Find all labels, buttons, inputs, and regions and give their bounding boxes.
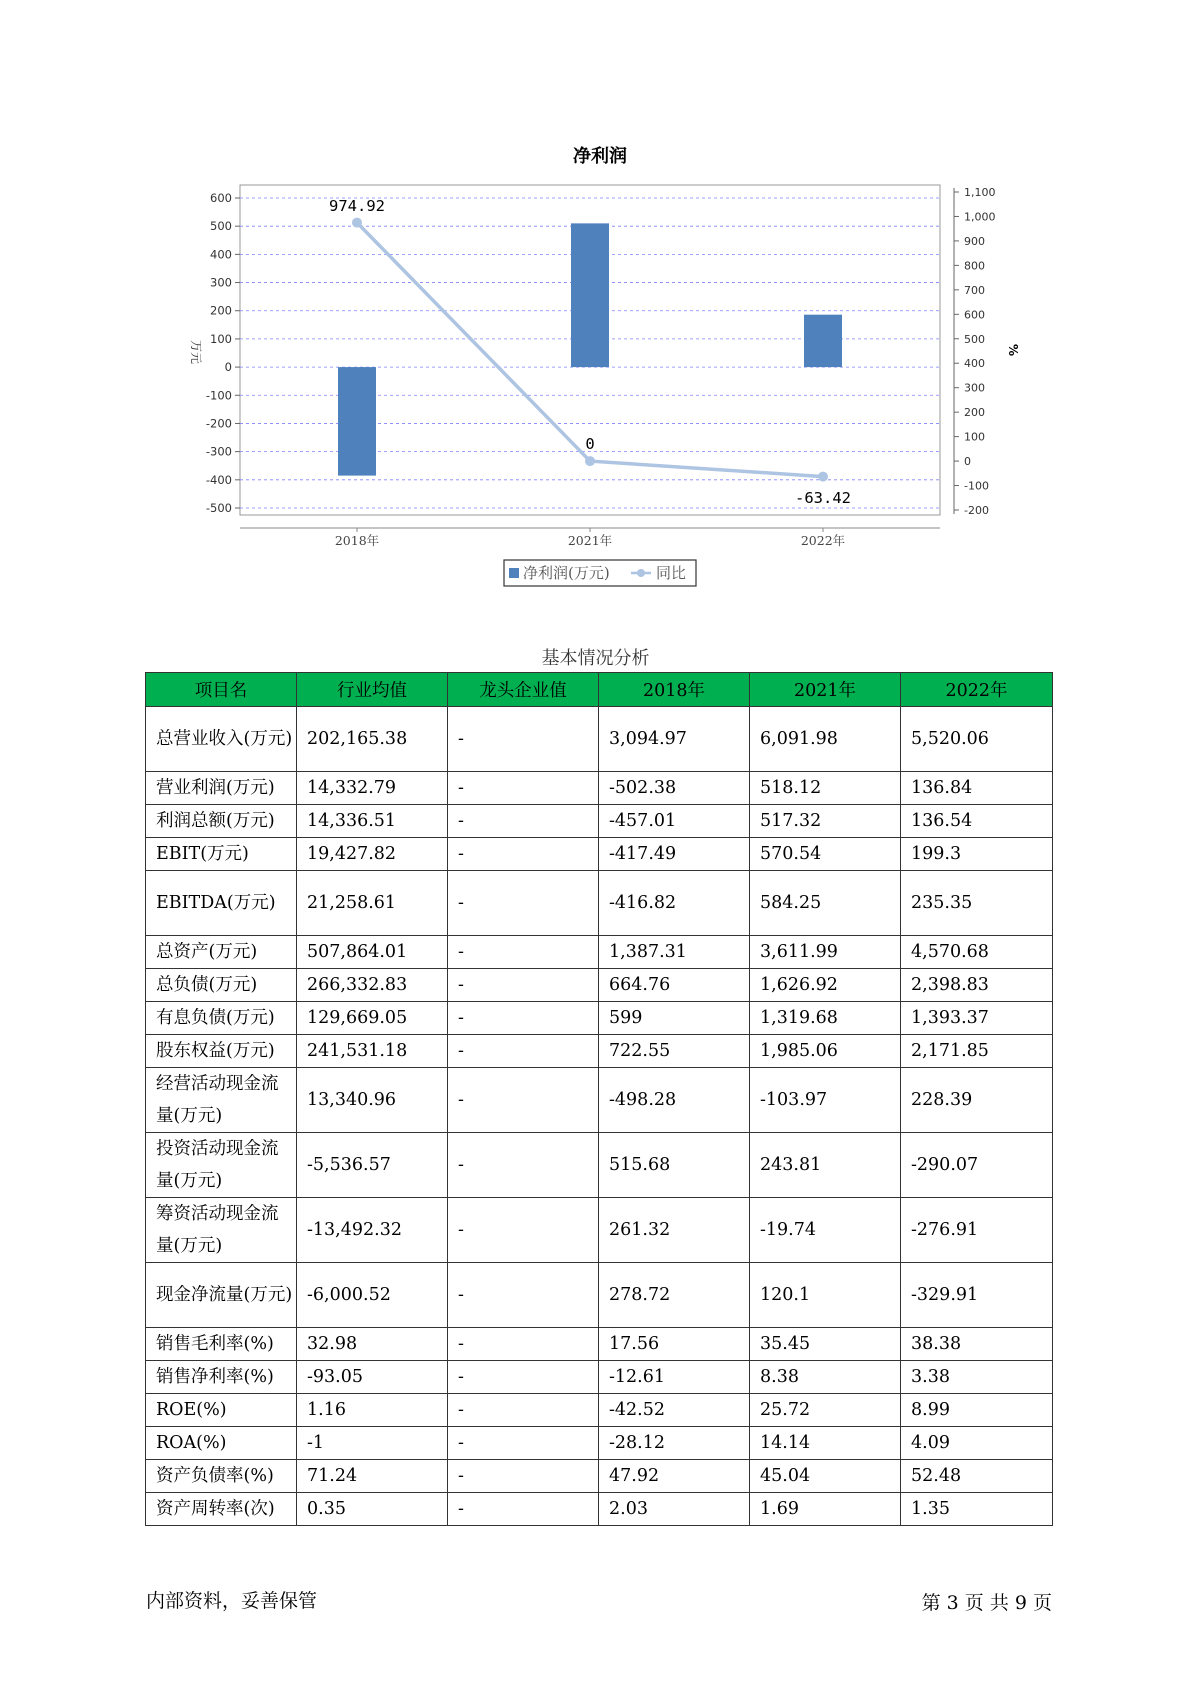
yoy-point (585, 456, 595, 466)
table-cell: -329.91 (901, 1263, 1053, 1328)
table-cell: - (448, 871, 599, 936)
table-cell: - (448, 1133, 599, 1198)
yoy-point (352, 218, 362, 228)
table-row (146, 1361, 1053, 1394)
row-label: EBIT(万元) (146, 838, 297, 871)
table-cell: 228.39 (901, 1068, 1053, 1133)
table-cell: 2.03 (599, 1493, 750, 1526)
left-tick-label: 300 (210, 275, 232, 290)
table-cell: 14,336.51 (297, 805, 448, 838)
legend-bar-label: 净利润(万元) (523, 564, 610, 582)
row-label: 股东权益(万元) (146, 1035, 297, 1068)
table-row (146, 1068, 1053, 1133)
table-row (146, 1493, 1053, 1526)
right-tick-label: -200 (964, 504, 989, 517)
table-cell: 136.54 (901, 805, 1053, 838)
table-cell: 47.92 (599, 1460, 750, 1493)
table-cell: 515.68 (599, 1133, 750, 1198)
table-cell: 235.35 (901, 871, 1053, 936)
table-cell: 266,332.83 (297, 969, 448, 1002)
row-label: 筹资活动现金流量(万元) (146, 1198, 297, 1263)
header-2022: 2022年 (901, 673, 1053, 707)
row-label: 资产周转率(次) (146, 1493, 297, 1526)
row-label: 销售净利率(%) (146, 1361, 297, 1394)
table-row (146, 1002, 1053, 1035)
table-row (146, 1035, 1053, 1068)
table-cell: 25.72 (750, 1394, 901, 1427)
table-cell: 1.35 (901, 1493, 1053, 1526)
table-row (146, 707, 1053, 772)
table-row (146, 805, 1053, 838)
table-cell: - (448, 1427, 599, 1460)
table-cell: -42.52 (599, 1394, 750, 1427)
table-row (146, 969, 1053, 1002)
row-label: 营业利润(万元) (146, 772, 297, 805)
table-cell: 21,258.61 (297, 871, 448, 936)
table-cell: 241,531.18 (297, 1035, 448, 1068)
net-profit-bar (804, 315, 842, 367)
table-cell: -290.07 (901, 1133, 1053, 1198)
x-tick-label: 2022年 (800, 533, 846, 548)
right-tick-label: 1,100 (964, 186, 996, 199)
table-cell: 52.48 (901, 1460, 1053, 1493)
table-cell: 1,393.37 (901, 1002, 1053, 1035)
table-cell: - (448, 969, 599, 1002)
row-label: 总营业收入(万元) (146, 707, 297, 772)
right-tick-label: 1,000 (964, 210, 996, 224)
legend-line-marker (637, 569, 645, 577)
table-cell: 14.14 (750, 1427, 901, 1460)
left-tick-label: 0 (224, 360, 232, 375)
net-profit-bar (338, 367, 376, 476)
right-tick-label: 0 (964, 455, 971, 469)
chart-title: 净利润 (573, 146, 627, 167)
table-cell: - (448, 772, 599, 805)
header-item-name: 项目名 (146, 673, 297, 707)
table-cell: 199.3 (901, 838, 1053, 871)
table-cell: 570.54 (750, 838, 901, 871)
table-cell: 664.76 (599, 969, 750, 1002)
table-cell: 8.99 (901, 1394, 1053, 1427)
yoy-data-label: 974.92 (329, 197, 385, 215)
table-cell: 1,319.68 (750, 1002, 901, 1035)
header-2021: 2021年 (750, 673, 901, 707)
table-cell: 5,520.06 (901, 707, 1053, 772)
row-label: EBITDA(万元) (146, 871, 297, 936)
table-cell: 14,332.79 (297, 772, 448, 805)
table-cell: - (448, 1035, 599, 1068)
row-label: 总资产(万元) (146, 936, 297, 969)
row-label: 有息负债(万元) (146, 1002, 297, 1035)
x-tick-label: 2021年 (567, 533, 613, 548)
table-cell: 2,171.85 (901, 1035, 1053, 1068)
table-row (146, 871, 1053, 936)
table-cell: -498.28 (599, 1068, 750, 1133)
table-cell: 599 (599, 1002, 750, 1035)
table-cell: - (448, 1002, 599, 1035)
left-tick-label: -200 (205, 416, 232, 431)
table-cell: 8.38 (750, 1361, 901, 1394)
table-cell: 45.04 (750, 1460, 901, 1493)
table-row (146, 1394, 1053, 1427)
table-cell: 120.1 (750, 1263, 901, 1328)
table-cell: -103.97 (750, 1068, 901, 1133)
left-tick-label: -500 (205, 501, 232, 515)
row-label: 投资活动现金流量(万元) (146, 1133, 297, 1198)
left-tick-label: 200 (210, 303, 232, 318)
table-cell: 3,094.97 (599, 707, 750, 772)
right-tick-label: 100 (964, 430, 985, 444)
right-tick-label: 500 (964, 332, 985, 346)
header-leader-value: 龙头企业值 (448, 673, 599, 707)
table-cell: - (448, 1263, 599, 1328)
net-profit-bar (571, 223, 609, 367)
table-cell: -93.05 (297, 1361, 448, 1394)
row-label: ROA(%) (146, 1427, 297, 1460)
table-cell: - (448, 1460, 599, 1493)
table-cell: -12.61 (599, 1361, 750, 1394)
basic-analysis-table (145, 672, 1053, 1526)
left-tick-label: -400 (205, 472, 232, 487)
right-tick-label: 600 (964, 308, 985, 322)
table-row (146, 936, 1053, 969)
right-tick-label: 800 (964, 259, 985, 273)
table-cell: 518.12 (750, 772, 901, 805)
table-row (146, 772, 1053, 805)
legend-bar-swatch (509, 568, 519, 578)
row-label: 利润总额(万元) (146, 805, 297, 838)
table-cell: -417.49 (599, 838, 750, 871)
table-cell: - (448, 1198, 599, 1263)
table-cell: - (448, 1394, 599, 1427)
table-cell: 1.16 (297, 1394, 448, 1427)
x-tick-label: 2018年 (334, 533, 380, 548)
table-row (146, 838, 1053, 871)
table-cell: -502.38 (599, 772, 750, 805)
table-cell: - (448, 1493, 599, 1526)
table-cell: 3,611.99 (750, 936, 901, 969)
table-cell: 1.69 (750, 1493, 901, 1526)
y-axis-left-label: 万元 (189, 339, 203, 365)
left-tick-label: 500 (210, 219, 232, 234)
table-cell: -19.74 (750, 1198, 901, 1263)
table-cell: -28.12 (599, 1427, 750, 1460)
left-tick-label: 600 (210, 191, 232, 205)
row-label: 总负债(万元) (146, 969, 297, 1002)
yoy-data-label: -63.42 (795, 489, 851, 507)
table-row (146, 1263, 1053, 1328)
table-cell: - (448, 1361, 599, 1394)
table-row (146, 1427, 1053, 1460)
table-cell: 4,570.68 (901, 936, 1053, 969)
table-cell: 129,669.05 (297, 1002, 448, 1035)
table-cell: 722.55 (599, 1035, 750, 1068)
table-cell: 507,864.01 (297, 936, 448, 969)
table-cell: - (448, 707, 599, 772)
table-cell: -13,492.32 (297, 1198, 448, 1263)
right-tick-label: 700 (964, 283, 985, 297)
row-label: 销售毛利率(%) (146, 1328, 297, 1361)
table-cell: - (448, 936, 599, 969)
header-2018: 2018年 (599, 673, 750, 707)
footer-confidential: 内部资料，妥善保管 (146, 1590, 318, 1612)
table-cell: -457.01 (599, 805, 750, 838)
table-cell: 17.56 (599, 1328, 750, 1361)
table-cell: 1,626.92 (750, 969, 901, 1002)
table-cell: 13,340.96 (297, 1068, 448, 1133)
table-cell: - (448, 805, 599, 838)
table-cell: -416.82 (599, 871, 750, 936)
y-axis-right-label: % (1006, 343, 1020, 357)
table-cell: 19,427.82 (297, 838, 448, 871)
table-cell: 261.32 (599, 1198, 750, 1263)
table-row (146, 1460, 1053, 1493)
row-label: ROE(%) (146, 1394, 297, 1427)
table-row (146, 1133, 1053, 1198)
table-cell: 2,398.83 (901, 969, 1053, 1002)
table-cell: 0.35 (297, 1493, 448, 1526)
table-cell: 6,091.98 (750, 707, 901, 772)
left-tick-label: 100 (210, 331, 232, 346)
table-cell: 35.45 (750, 1328, 901, 1361)
right-tick-label: -100 (964, 479, 989, 493)
net-profit-chart (0, 0, 1191, 600)
table-row (146, 1198, 1053, 1263)
row-label: 现金净流量(万元) (146, 1263, 297, 1328)
legend-line-label: 同比 (656, 564, 687, 582)
table-cell: 32.98 (297, 1328, 448, 1361)
table-cell: - (448, 1068, 599, 1133)
table-cell: 1,387.31 (599, 936, 750, 969)
footer-page-number: 第 3 页 共 9 页 (921, 1592, 1052, 1614)
row-label: 经营活动现金流量(万元) (146, 1068, 297, 1133)
table-cell: 243.81 (750, 1133, 901, 1198)
table-cell: 3.38 (901, 1361, 1053, 1394)
table-cell: -6,000.52 (297, 1263, 448, 1328)
header-industry-avg: 行业均值 (297, 673, 448, 707)
table-cell: - (448, 1328, 599, 1361)
table-cell: 278.72 (599, 1263, 750, 1328)
left-tick-label: 400 (210, 247, 232, 262)
table-cell: 517.32 (750, 805, 901, 838)
table-cell: - (448, 838, 599, 871)
table-title: 基本情况分析 (541, 648, 650, 669)
right-tick-label: 900 (964, 234, 985, 248)
row-label: 资产负债率(%) (146, 1460, 297, 1493)
right-tick-label: 300 (964, 381, 985, 395)
table-cell: 136.84 (901, 772, 1053, 805)
table-header-row (146, 673, 1053, 707)
table-cell: -276.91 (901, 1198, 1053, 1263)
table-cell: -5,536.57 (297, 1133, 448, 1198)
yoy-data-label: 0 (585, 435, 595, 453)
table-cell: -1 (297, 1427, 448, 1460)
table-cell: 202,165.38 (297, 707, 448, 772)
table-cell: 71.24 (297, 1460, 448, 1493)
table-row (146, 1328, 1053, 1361)
left-tick-label: -300 (205, 444, 232, 459)
table-cell: 1,985.06 (750, 1035, 901, 1068)
table-cell: 4.09 (901, 1427, 1053, 1460)
table-cell: 38.38 (901, 1328, 1053, 1361)
table-cell: 584.25 (750, 871, 901, 936)
yoy-point (818, 472, 828, 482)
right-tick-label: 200 (964, 406, 985, 420)
left-tick-label: -100 (205, 388, 232, 403)
right-tick-label: 400 (964, 357, 985, 371)
